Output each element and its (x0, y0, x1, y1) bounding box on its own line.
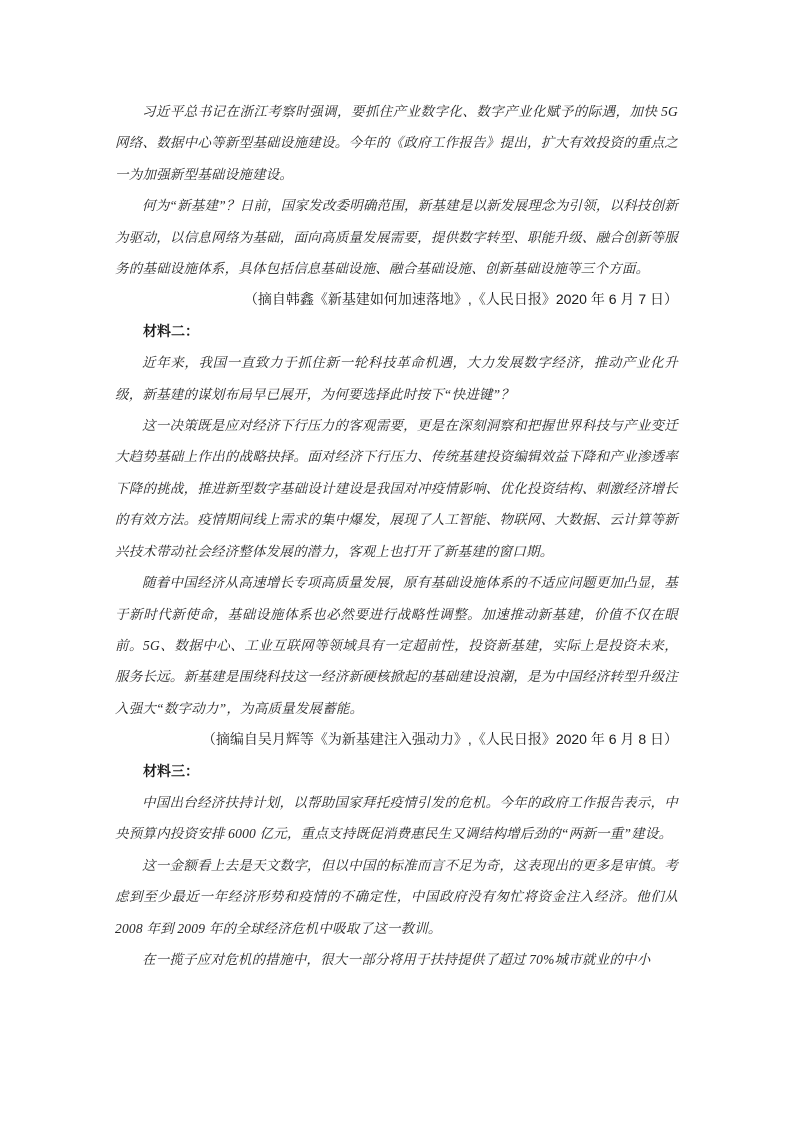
material-three-paragraph-1: 中国出台经济扶持计划，以帮助国家拜托疫情引发的危机。今年的政府工作报告表示，中央预算内投资安排 6000 亿元，重点支持既促消费惠民生又调结构增后劲的“两新一重”建设。 (115, 794, 678, 842)
material-three-paragraph-2: 这一金额看上去是天文数字，但以中国的标准而言不足为奇，这表现出的更多是审慎。考虑到至少最近一年经济形势和疫情的不确定性，中国政府没有匆忙将资金注入经济。他们从 2008 年到 2009 年的全球经济危机中吸取了这一教训。 (115, 857, 678, 936)
material-two-paragraph-1: 近年来，我国一直致力于抓住新一轮科技革命机遇，大力发展数字经济，推动产业化升级，新基建的谋划布局早已展开，为何要选择此时按下“快进键”？ (115, 355, 678, 402)
material-three-heading: 材料三： (143, 762, 199, 779)
material-two-paragraph-2: 这一决策既是应对经济下行压力的客观需要，更是在深刻洞察和把握世界科技与产业变迁大趋势基础上作出的战略抉择。面对经济下行压力、传统基建投资编辑效益下降和产业渗透率下降的挑战，推进新型数字基础设计建设是我国对冲疫情影响、优化投资结构、刺激经济增长的有效方法。疫情期间线上需求的集中爆发，展现了人工智能、物联网、大数据、云计算等新兴技术带动社会经济整体发展的潜力，客观上也打开了新基建的窗口期。 (115, 418, 678, 559)
material-two-paragraph-3: 随着中国经济从高速增长专项高质量发展，原有基础设施体系的不适应问题更加凸显，基于新时代新使命，基础设施体系也必然要进行战略性调整。加速推动新基建，价值不仅在眼前。5G、数据中心、工业互联网等领域具有一定超前性，投资新基建，实际上是投资未来，服务长远。新基建是围绕科技这一经济新硬核掀起的基础建设浪潮，是为中国经济转型升级注入强大“数字动力”，为高质量发展蓄能。 (115, 575, 678, 716)
material-two-section (115, 316, 678, 756)
material-two-citation: （摘编自吴月辉等《为新基建注入强动力》,《人民日报》2020 年 6 月 8 日） (201, 731, 678, 748)
material-one-paragraph-2: 何为“新基建”？日前，国家发改委明确范围，新基建是以新发展理念为引领，以科技创新为驱动，以信息网络为基础，面向高质量发展需要，提供数字转型、职能升级、融合创新等服务的基础设施体系，具体包括信息基础设施、融合基础设施、创新基础设施等三个方面。 (115, 198, 679, 277)
material-one-citation: （摘自韩鑫《新基建如何加速落地》,《人民日报》2020 年 6 月 7 日） (243, 291, 678, 308)
material-one-paragraph-1: 习近平总书记在浙江考察时强调，要抓住产业数字化、数字产业化赋予的际遇，加快 5G 网络、数据中心等新型基础设施建设。今年的《政府工作报告》提出，扩大有效投资的重点之一为加强新型基础设施建设。 (115, 104, 678, 182)
material-one-section (115, 96, 678, 316)
material-two-heading: 材料二： (143, 322, 199, 339)
material-three-section (115, 756, 678, 976)
material-three-paragraph-3: 在一揽子应对危机的措施中，很大一部分将用于扶持提供了超过 70%城市就业的中小 (142, 951, 651, 967)
